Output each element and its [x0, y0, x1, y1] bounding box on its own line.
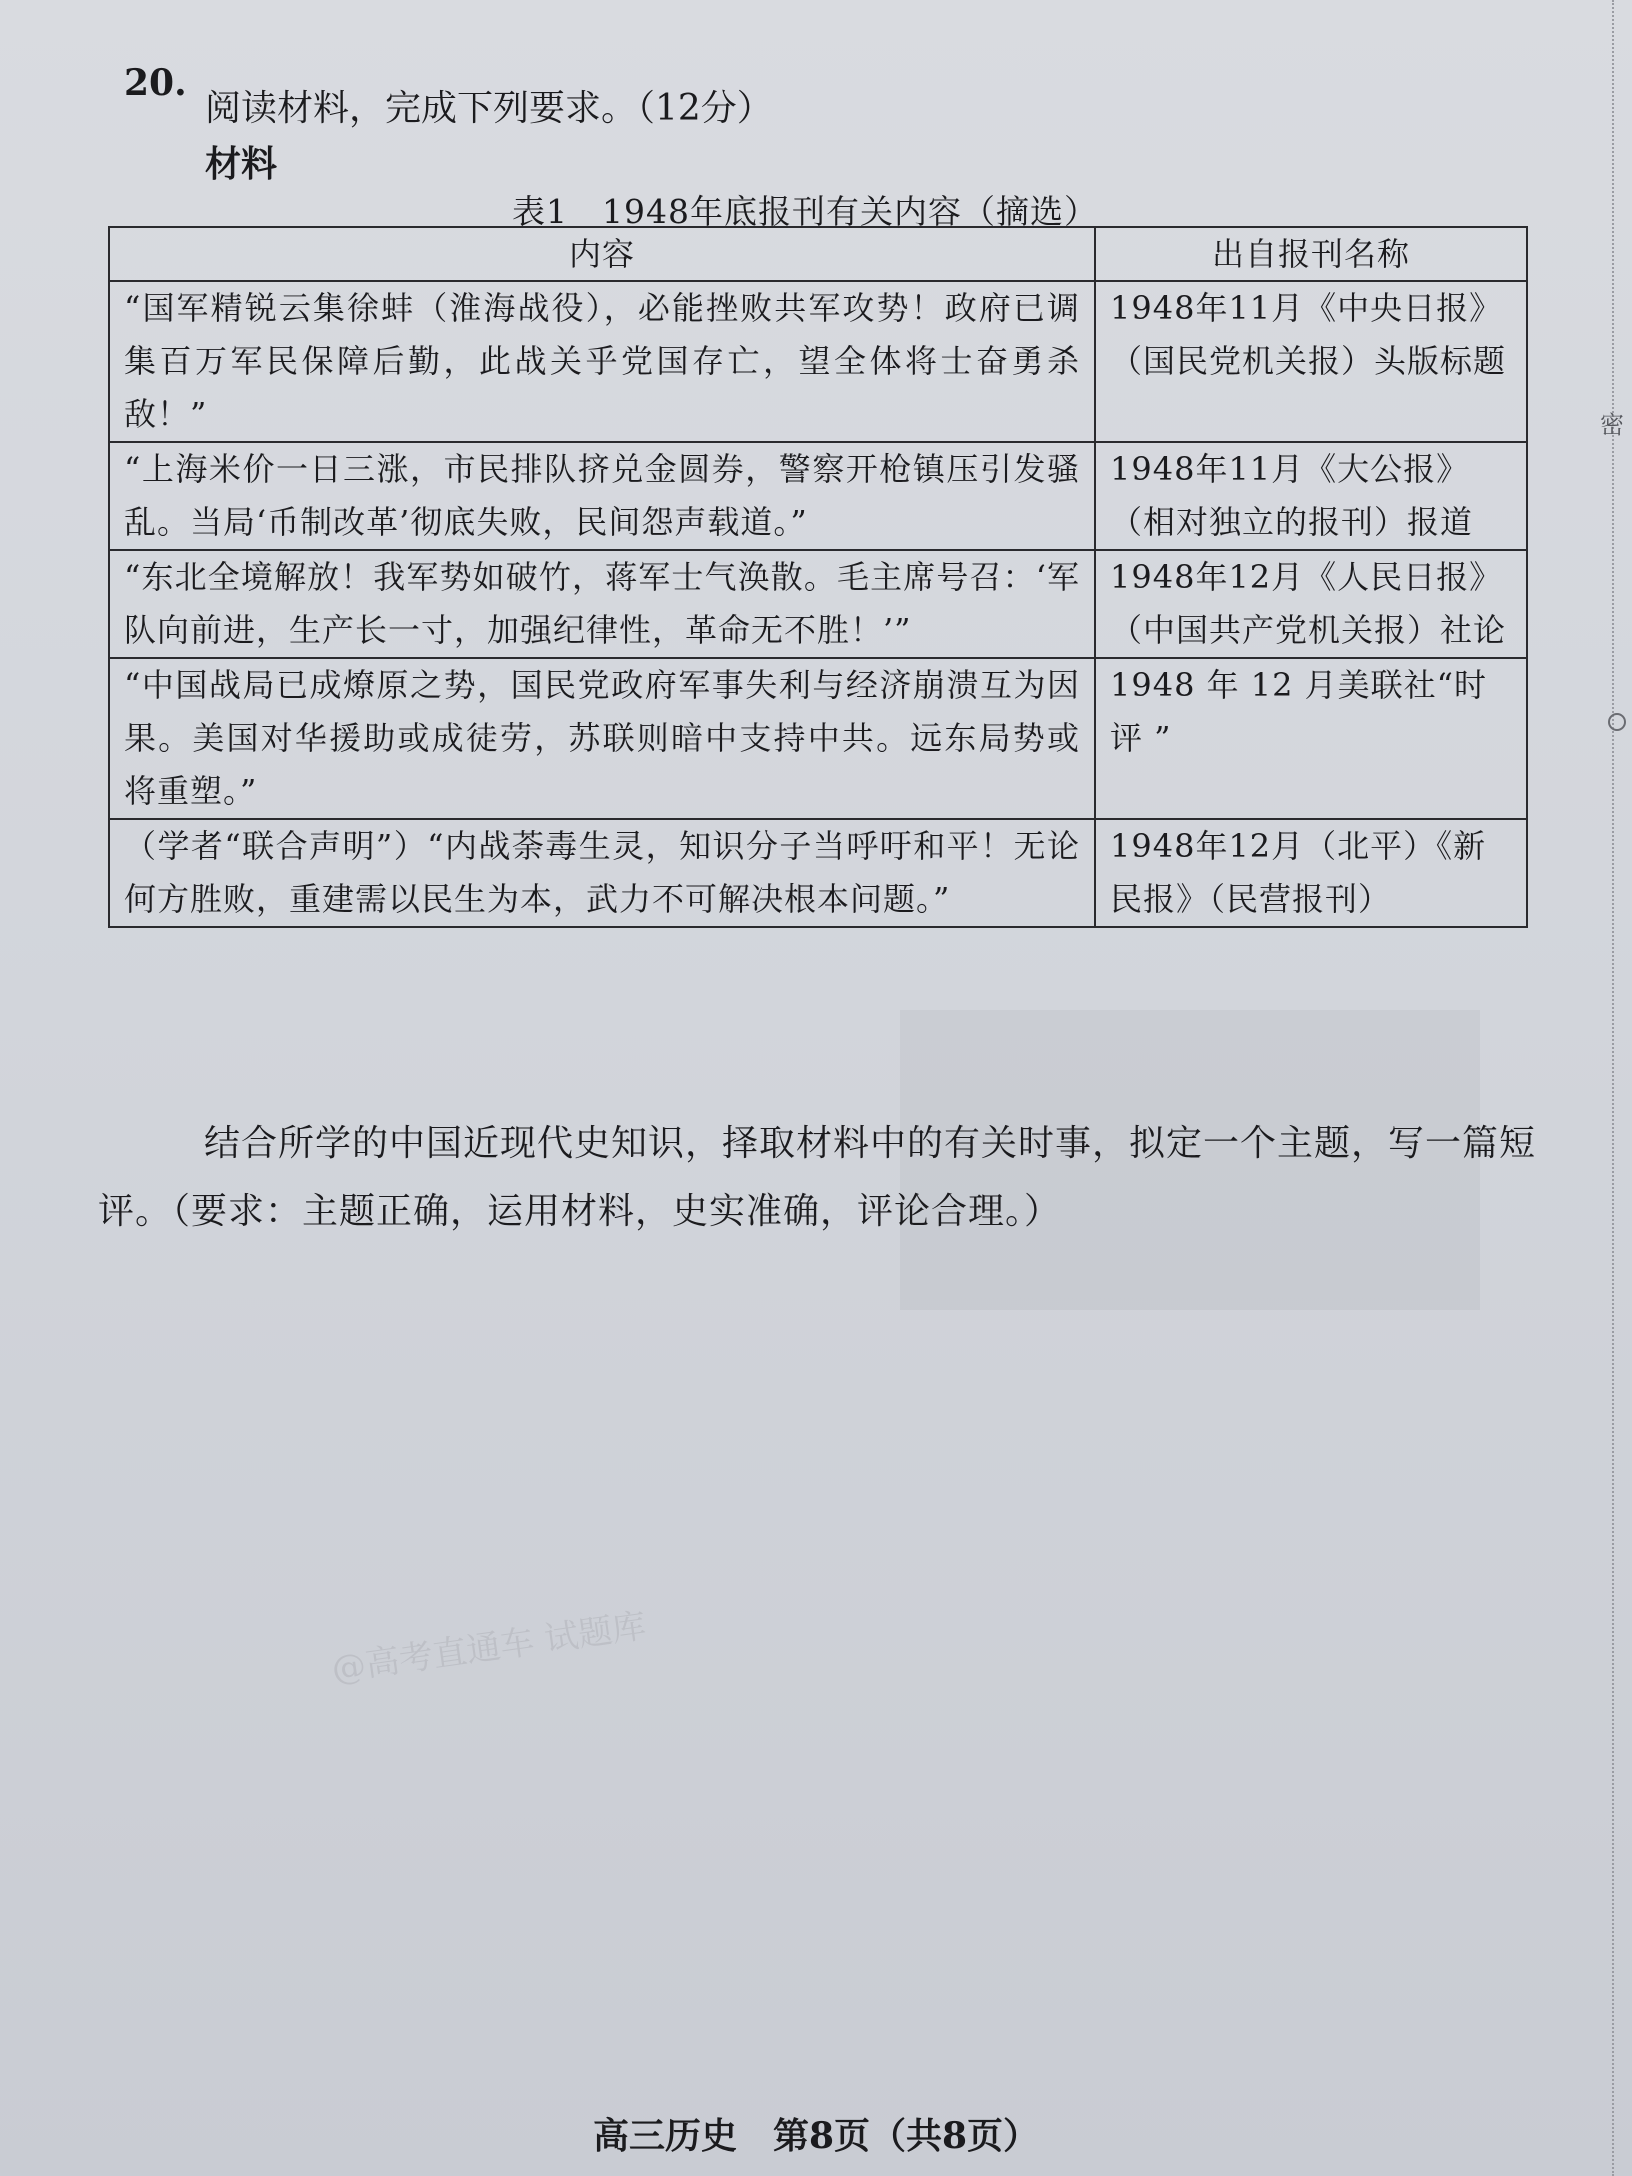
- question-instruction: 阅读材料，完成下列要求。（12分）: [205, 88, 773, 129]
- table-header-row: [109, 227, 1527, 281]
- binding-edge: [1610, 0, 1614, 2176]
- material-label: 材料: [205, 143, 278, 185]
- header-source: 出自报刊名称: [1095, 227, 1527, 281]
- row-content: “中国战局已成燎原之势，国民党政府军事失利与经济崩溃互为因果。美国对华援助或成徒劳，苏联则暗中支持中共。远东局势或将重塑。”: [109, 658, 1095, 819]
- row-content: “东北全境解放！我军势如破竹，蒋军士气涣散。毛主席号召：‘军队向前进，生产长一寸，加强纪律性，革命无不胜！’”: [109, 550, 1095, 658]
- row-source: 1948年12月（北平）《新民报》（民营报刊）: [1095, 819, 1527, 927]
- table-caption: 表1 1948年底报刊有关内容（摘选）: [512, 192, 1098, 231]
- table-row: [109, 819, 1527, 927]
- row-source: 1948年11月《大公报》（相对独立的报刊）报道: [1095, 442, 1527, 550]
- watermark-bleed: @高考直通车 试题库: [329, 1606, 649, 1690]
- row-source: 1948年12月《人民日报》（中国共产党机关报）社论: [1095, 550, 1527, 658]
- row-source: 1948年11月《中央日报》（国民党机关报）头版标题: [1095, 281, 1527, 442]
- table-row: [109, 658, 1527, 819]
- table-row: [109, 281, 1527, 442]
- binding-hole-icon: [1608, 713, 1626, 731]
- row-content: （学者“联合声明”）“内战荼毒生灵，知识分子当呼吁和平！无论何方胜败，重建需以民生为本，武力不可解决根本问题。”: [109, 819, 1095, 927]
- page-footer: 高三历史 第8页（共8页）: [592, 2115, 1040, 2157]
- row-source: 1948 年 12 月美联社“时评 ”: [1095, 658, 1527, 819]
- newspaper-table: [108, 226, 1528, 928]
- binding-edge-mark: 密: [1600, 411, 1624, 439]
- header-content: 内容: [109, 227, 1095, 281]
- row-content: “上海米价一日三涨，市民排队挤兑金圆券，警察开枪镇压引发骚乱。当局‘币制改革’彻底失败，民间怨声载道。”: [109, 442, 1095, 550]
- table-row: [109, 442, 1527, 550]
- question-prompt: 结合所学的中国近现代史知识，择取材料中的有关时事，拟定一个主题，写一篇短评。（要求：主题正确，运用材料，史实准确，评论合理。）: [98, 1123, 1537, 1232]
- row-content: “国军精锐云集徐蚌（淮海战役），必能挫败共军攻势！政府已调集百万军民保障后勤，此战关乎党国存亡，望全体将士奋勇杀敌！”: [109, 281, 1095, 442]
- table-row: [109, 550, 1527, 658]
- question-number: 20.: [124, 62, 187, 104]
